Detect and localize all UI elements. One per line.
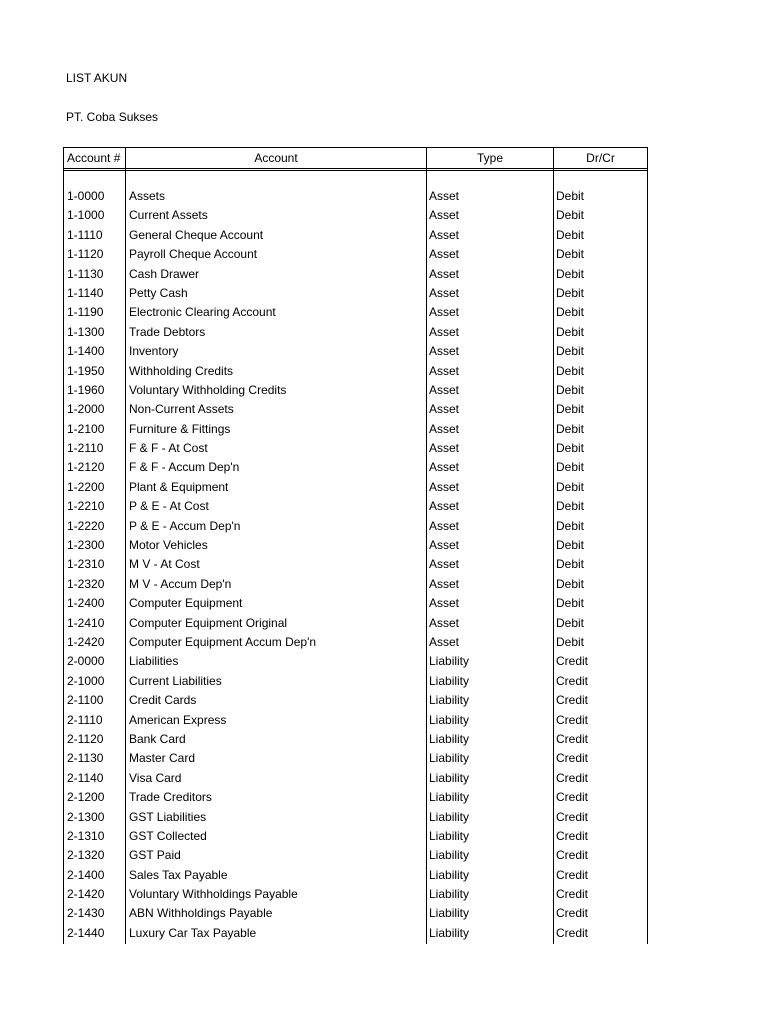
dr-cr-cell: Debit <box>556 460 585 475</box>
header-account: Account <box>254 151 298 165</box>
account-type-cell: Liability <box>429 654 470 669</box>
account-type-cell: Liability <box>429 887 470 902</box>
account-number-cell: 1-1960 <box>67 382 105 397</box>
dr-cr-cell: Credit <box>556 925 589 940</box>
table-row <box>64 769 647 788</box>
account-name-cell: Computer Equipment Original <box>129 615 288 630</box>
table-row <box>64 381 647 400</box>
account-number-cell: 1-2100 <box>67 421 105 436</box>
account-type-cell: Asset <box>429 344 460 359</box>
account-name-cell: Non-Current Assets <box>129 402 234 417</box>
table-row <box>64 846 647 865</box>
account-type-cell: Asset <box>429 382 460 397</box>
account-name-cell: Assets <box>129 189 166 203</box>
account-type-cell: Asset <box>429 596 460 611</box>
table-row <box>64 536 647 555</box>
account-name-cell: Computer Equipment <box>129 596 243 611</box>
dr-cr-cell: Debit <box>556 247 585 262</box>
account-number-cell: 1-1300 <box>67 324 105 339</box>
account-number-cell: 1-2210 <box>67 499 105 514</box>
dr-cr-cell: Debit <box>556 421 585 436</box>
table-row <box>64 924 647 943</box>
dr-cr-cell: Debit <box>556 363 585 378</box>
account-number-cell: 1-1110 <box>67 227 103 242</box>
table-row <box>64 362 647 381</box>
account-number-cell: 1-1000 <box>67 208 105 223</box>
dr-cr-cell: Debit <box>556 402 585 417</box>
account-type-cell: Asset <box>429 305 460 320</box>
account-number-cell: 1-2310 <box>67 557 105 572</box>
dr-cr-cell: Credit <box>556 848 589 863</box>
dr-cr-cell: Debit <box>556 266 585 281</box>
table-row <box>64 420 647 439</box>
header-type: Type <box>476 151 503 165</box>
account-name-cell: Sales Tax Payable <box>129 867 228 882</box>
account-type-cell: Asset <box>429 266 460 281</box>
account-name-cell: Current Assets <box>129 208 208 223</box>
account-name-cell: M V - At Cost <box>129 557 200 572</box>
table-row <box>64 400 647 419</box>
account-number-cell: 1-2410 <box>67 615 105 630</box>
dr-cr-cell: Debit <box>556 189 585 203</box>
account-name-cell: Visa Card <box>129 770 182 785</box>
table-row <box>64 439 647 458</box>
account-type-cell: Liability <box>429 867 470 882</box>
account-name-cell: Withholding Credits <box>129 363 234 378</box>
dr-cr-cell: Credit <box>556 693 589 708</box>
dr-cr-cell: Debit <box>556 324 585 339</box>
account-number-cell: 2-1200 <box>67 790 105 805</box>
dr-cr-cell: Credit <box>556 673 589 688</box>
account-number-cell: 2-1320 <box>67 848 105 863</box>
table-row <box>64 633 647 652</box>
dr-cr-cell: Debit <box>556 557 585 572</box>
account-type-cell: Liability <box>429 790 470 805</box>
account-number-cell: 2-0000 <box>67 654 105 669</box>
account-type-cell: Liability <box>429 693 470 708</box>
account-type-cell: Asset <box>429 363 460 378</box>
account-type-cell: Liability <box>429 731 470 746</box>
account-number-cell: 1-0000 <box>67 189 105 203</box>
account-number-cell: 1-2000 <box>67 402 105 417</box>
account-name-cell: GST Collected <box>129 828 207 843</box>
dr-cr-cell: Credit <box>556 654 589 669</box>
dr-cr-cell: Debit <box>556 285 585 300</box>
dr-cr-cell: Credit <box>556 828 589 843</box>
account-number-cell: 1-1400 <box>67 344 105 359</box>
account-type-cell: Asset <box>429 460 460 475</box>
table-row <box>64 458 647 477</box>
header-dr-cr: Dr/Cr <box>586 151 615 165</box>
table-row <box>64 187 647 206</box>
account-number-cell: 1-2110 <box>67 441 104 456</box>
account-type-cell: Asset <box>429 557 460 572</box>
account-name-cell: Electronic Clearing Account <box>129 305 276 320</box>
company-name: PT. Coba Sukses <box>66 110 159 124</box>
dr-cr-cell: Debit <box>556 634 585 649</box>
account-number-cell: 2-1000 <box>67 673 105 688</box>
table-row <box>64 323 647 342</box>
account-name-cell: Bank Card <box>129 731 186 746</box>
account-name-cell: Voluntary Withholding Credits <box>129 382 287 397</box>
account-type-cell: Asset <box>429 634 460 649</box>
account-number-cell: 1-2320 <box>67 576 105 591</box>
dr-cr-cell: Credit <box>556 751 589 766</box>
account-name-cell: Liabilities <box>129 654 179 669</box>
account-number-cell: 1-1120 <box>67 247 104 262</box>
dr-cr-cell: Credit <box>556 731 589 746</box>
dr-cr-cell: Debit <box>556 441 585 456</box>
account-number-cell: 1-2400 <box>67 596 105 611</box>
dr-cr-cell: Debit <box>556 305 585 320</box>
account-type-cell: Liability <box>429 848 470 863</box>
account-type-cell: Asset <box>429 479 460 494</box>
account-name-cell: Master Card <box>129 751 196 766</box>
dr-cr-cell: Debit <box>556 382 585 397</box>
account-name-cell: Credit Cards <box>129 693 197 708</box>
dr-cr-cell: Credit <box>556 770 589 785</box>
account-name-cell: GST Paid <box>129 848 181 863</box>
table-row <box>64 284 647 303</box>
account-type-cell: Liability <box>429 925 470 940</box>
table-row <box>64 555 647 574</box>
table-row <box>64 652 647 671</box>
dr-cr-cell: Credit <box>556 867 589 882</box>
dr-cr-cell: Debit <box>556 518 585 533</box>
account-type-cell: Asset <box>429 208 460 223</box>
account-name-cell: Payroll Cheque Account <box>129 247 258 262</box>
dr-cr-cell: Debit <box>556 479 585 494</box>
account-type-cell: Asset <box>429 576 460 591</box>
table-row <box>64 904 647 923</box>
account-number-cell: 2-1140 <box>67 770 104 785</box>
table-row <box>64 711 647 730</box>
dr-cr-cell: Debit <box>556 208 585 223</box>
account-number-cell: 2-1110 <box>67 712 103 727</box>
account-type-cell: Liability <box>429 770 470 785</box>
account-name-cell: Cash Drawer <box>129 266 200 281</box>
account-number-cell: 1-2420 <box>67 634 105 649</box>
dr-cr-cell: Credit <box>556 887 589 902</box>
table-row <box>64 885 647 904</box>
account-number-cell: 1-2200 <box>67 479 105 494</box>
account-name-cell: Motor Vehicles <box>129 538 208 553</box>
document-title: LIST AKUN <box>66 71 128 85</box>
account-number-cell: 2-1130 <box>67 751 104 766</box>
account-list-table <box>63 147 648 944</box>
account-number-cell: 1-1140 <box>67 285 104 300</box>
dr-cr-cell: Debit <box>556 596 585 611</box>
dr-cr-cell: Debit <box>556 344 585 359</box>
account-number-cell: 1-2300 <box>67 538 105 553</box>
account-name-cell: ABN Withholdings Payable <box>129 906 273 921</box>
account-name-cell: Luxury Car Tax Payable <box>129 925 257 940</box>
table-row <box>64 342 647 361</box>
account-name-cell: Plant & Equipment <box>129 479 229 494</box>
account-type-cell: Asset <box>429 247 460 262</box>
account-type-cell: Asset <box>429 538 460 553</box>
account-type-cell: Liability <box>429 906 470 921</box>
table-row <box>64 497 647 516</box>
account-type-cell: Asset <box>429 518 460 533</box>
table-row <box>64 245 647 264</box>
dr-cr-cell: Credit <box>556 712 589 727</box>
table-row <box>64 226 647 245</box>
account-number-cell: 2-1400 <box>67 867 105 882</box>
account-type-cell: Asset <box>429 615 460 630</box>
account-name-cell: Furniture & Fittings <box>129 421 231 436</box>
dr-cr-cell: Debit <box>556 227 585 242</box>
table-row <box>64 691 647 710</box>
account-name-cell: Trade Debtors <box>129 324 206 339</box>
account-number-cell: 1-1950 <box>67 363 105 378</box>
account-number-cell: 1-1130 <box>67 266 104 281</box>
account-name-cell: Voluntary Withholdings Payable <box>129 887 298 902</box>
account-type-cell: Asset <box>429 324 460 339</box>
account-number-cell: 2-1440 <box>67 925 105 940</box>
account-type-cell: Liability <box>429 673 470 688</box>
account-name-cell: Inventory <box>129 344 179 359</box>
dr-cr-cell: Debit <box>556 538 585 553</box>
dr-cr-cell: Debit <box>556 499 585 514</box>
account-name-cell: Petty Cash <box>129 285 188 300</box>
table-header-row <box>64 147 647 171</box>
account-type-cell: Asset <box>429 189 460 203</box>
account-type-cell: Liability <box>429 751 470 766</box>
account-name-cell: F & F - At Cost <box>129 441 208 456</box>
account-number-cell: 1-2120 <box>67 460 105 475</box>
account-name-cell: General Cheque Account <box>129 227 264 242</box>
dr-cr-cell: Credit <box>556 809 589 824</box>
account-type-cell: Asset <box>429 227 460 242</box>
account-name-cell: P & E - Accum Dep'n <box>129 518 241 533</box>
account-number-cell: 2-1120 <box>67 731 104 746</box>
table-row <box>64 303 647 322</box>
table-body <box>64 187 647 943</box>
account-type-cell: Asset <box>429 285 460 300</box>
table-row <box>64 827 647 846</box>
table-row <box>64 594 647 613</box>
account-type-cell: Liability <box>429 828 470 843</box>
table-row <box>64 749 647 768</box>
account-name-cell: Computer Equipment Accum Dep'n <box>129 634 317 649</box>
table-row <box>64 672 647 691</box>
table-row <box>64 808 647 827</box>
table-row <box>64 206 647 225</box>
account-type-cell: Asset <box>429 499 460 514</box>
account-number-cell: 2-1310 <box>67 828 105 843</box>
account-name-cell: Trade Creditors <box>129 790 212 805</box>
dr-cr-cell: Debit <box>556 615 585 630</box>
account-type-cell: Liability <box>429 712 470 727</box>
dr-cr-cell: Credit <box>556 906 589 921</box>
account-number-cell: 2-1300 <box>67 809 105 824</box>
account-name-cell: GST Liabilities <box>129 809 207 824</box>
table-row <box>64 478 647 497</box>
account-name-cell: Current Liabilities <box>129 673 222 688</box>
account-type-cell: Asset <box>429 441 460 456</box>
account-type-cell: Asset <box>429 402 460 417</box>
account-number-cell: 2-1430 <box>67 906 105 921</box>
table-row <box>64 866 647 885</box>
account-name-cell: M V - Accum Dep'n <box>129 576 232 591</box>
table-row <box>64 575 647 594</box>
table-row <box>64 517 647 536</box>
account-number-cell: 2-1100 <box>67 693 104 708</box>
account-name-cell: American Express <box>129 712 227 727</box>
table-row <box>64 265 647 284</box>
account-number-cell: 1-2220 <box>67 518 105 533</box>
account-number-cell: 2-1420 <box>67 887 105 902</box>
header-account-number: Account # <box>67 151 121 165</box>
dr-cr-cell: Debit <box>556 576 585 591</box>
account-type-cell: Liability <box>429 809 470 824</box>
dr-cr-cell: Credit <box>556 790 589 805</box>
table-row <box>64 730 647 749</box>
account-name-cell: F & F - Accum Dep'n <box>129 460 240 475</box>
account-name-cell: P & E - At Cost <box>129 499 209 514</box>
account-number-cell: 1-1190 <box>67 305 104 320</box>
table-row <box>64 788 647 807</box>
account-type-cell: Asset <box>429 421 460 436</box>
table-row <box>64 614 647 633</box>
